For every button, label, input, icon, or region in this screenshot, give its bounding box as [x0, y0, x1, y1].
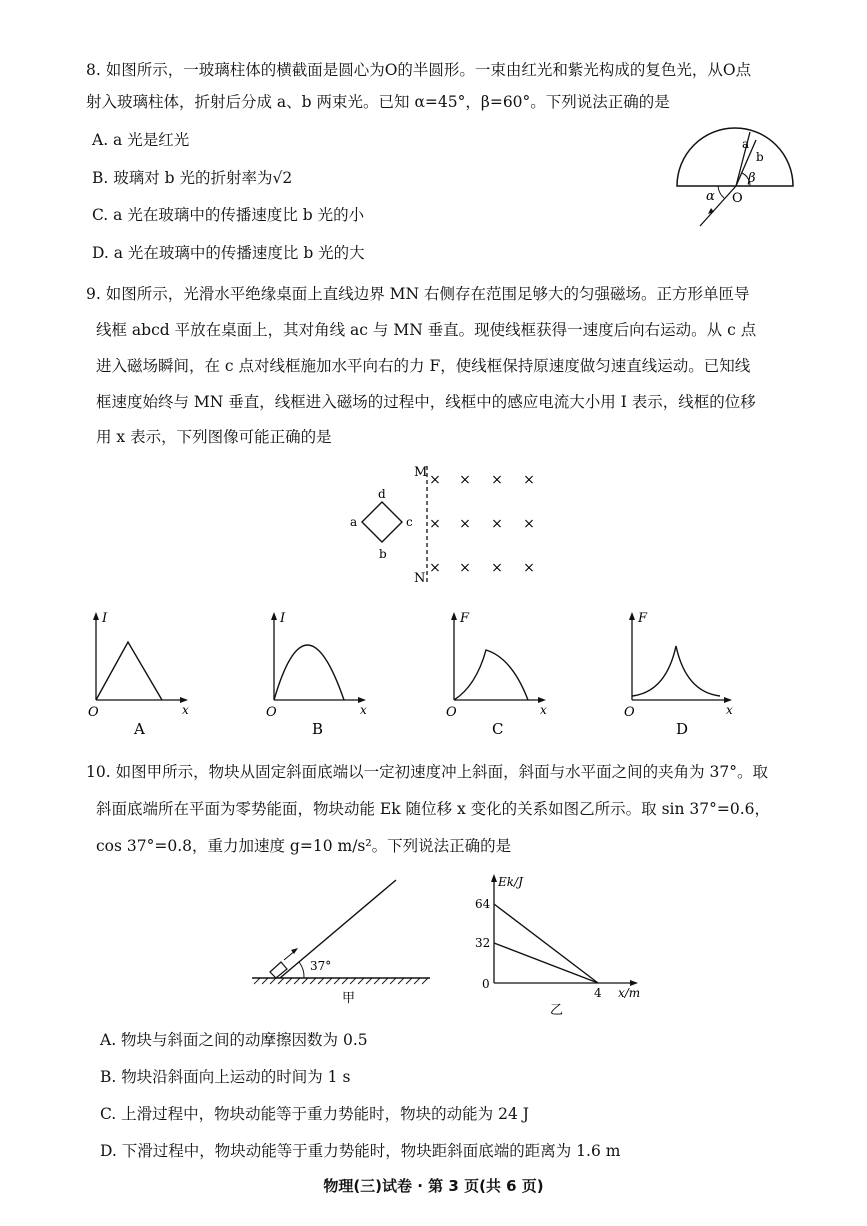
q9-stem-line1: 9. 如图所示，光滑水平绝缘桌面上直线边界 MN 右侧存在范围足够大的匀强磁场。正方形单匝导: [86, 285, 750, 303]
field-cross: ×: [459, 560, 471, 576]
q10-option-d: D. 下滑过程中，物块动能等于重力势能时，物块距斜面底端的距离为 1.6 m: [100, 1142, 621, 1160]
field-cross: ×: [491, 472, 503, 488]
q8-semicircle-figure: [670, 118, 800, 230]
q9-graph-a: [84, 610, 194, 740]
q10-x-tick-4: 4: [594, 986, 602, 1000]
q8-stem-line2: 射入玻璃柱体，折射后分成 a、b 两束光。已知 α=45°，β=60°。下列说法正确的是: [86, 93, 670, 111]
page-footer: 物理(三)试卷 · 第 3 页(共 6 页): [323, 1177, 544, 1195]
q9-label-d: d: [378, 487, 386, 501]
q10-y-tick-64: 64: [475, 897, 491, 911]
graph-x-label: x: [726, 703, 733, 717]
q8-option-b: B. 玻璃对 b 光的折射率为√2: [92, 169, 293, 187]
field-cross: ×: [491, 516, 503, 532]
q10-angle-label: 37°: [310, 959, 332, 973]
graph-x-label: x: [540, 703, 547, 717]
graph-y-label: F: [638, 611, 648, 626]
graph-origin: O: [266, 705, 277, 720]
q9-graph-c: [442, 610, 552, 740]
q10-stem-line3: cos 37°=0.8，重力加速度 g=10 m/s²。下列说法正确的是: [96, 837, 512, 855]
field-cross: ×: [523, 472, 535, 488]
q10-y-axis-label: Ek/J: [498, 875, 523, 889]
graph-option-label: D: [676, 720, 689, 738]
field-cross: ×: [459, 472, 471, 488]
graph-option-label: C: [492, 720, 504, 738]
graph-y-label: I: [280, 611, 286, 626]
graph-y-label: F: [460, 611, 470, 626]
q9-stem-line4: 框速度始终与 MN 垂直，线框进入磁场的过程中，线框中的感应电流大小用 I 表示，线框的位移: [96, 393, 756, 411]
graph-x-label: x: [360, 703, 367, 717]
q10-caption-yi: 乙: [550, 1003, 564, 1018]
field-cross: ×: [459, 516, 471, 532]
graph-origin: O: [88, 705, 99, 720]
q9-graph-d: [620, 610, 740, 740]
graph-origin: O: [624, 705, 635, 720]
q10-y-tick-32: 32: [475, 936, 491, 950]
q10-incline-figure-jia: [250, 876, 440, 1016]
q9-stem-line5: 用 x 表示，下列图像可能正确的是: [96, 428, 332, 446]
q8-label-alpha: α: [706, 189, 715, 204]
field-cross: ×: [523, 560, 535, 576]
field-cross: ×: [429, 560, 441, 576]
q10-energy-graph-yi: [472, 868, 652, 1018]
q8-label-a: a: [742, 137, 750, 151]
q9-label-n: N: [414, 571, 426, 586]
q9-stem-line3: 进入磁场瞬间，在 c 点对线框施加水平向右的力 F，使线框保持原速度做匀速直线运动。已知线: [96, 357, 751, 375]
q8-label-beta: β: [748, 171, 756, 186]
q9-stem-line2: 线框 abcd 平放在桌面上，其对角线 ac 与 MN 垂直。现使线框获得一速度后向右运动。从 c 点: [96, 321, 757, 339]
field-cross: ×: [429, 472, 441, 488]
q9-magnetic-field-figure: [340, 460, 550, 588]
graph-x-label: x: [182, 703, 189, 717]
q10-stem-line2: 斜面底端所在平面为零势能面，物块动能 Ek 随位移 x 变化的关系如图乙所示。取 sin 37°=0.6，: [96, 800, 771, 818]
q8-option-a: A. a 光是红光: [92, 131, 190, 149]
q8-label-b: b: [756, 150, 764, 164]
field-cross: ×: [429, 516, 441, 532]
field-cross: ×: [523, 516, 535, 532]
q10-x-axis-label: x/m: [618, 986, 641, 1000]
graph-option-label: A: [134, 720, 145, 738]
q9-label-b: b: [379, 547, 387, 561]
q10-caption-jia: 甲: [342, 991, 356, 1006]
graph-origin: O: [446, 705, 457, 720]
q9-label-c: c: [406, 515, 413, 529]
q8-label-o: O: [732, 191, 743, 206]
q10-option-b: B. 物块沿斜面向上运动的时间为 1 s: [100, 1068, 351, 1086]
q10-option-a: A. 物块与斜面之间的动摩擦因数为 0.5: [100, 1031, 368, 1049]
q10-stem-line1: 10. 如图甲所示，物块从固定斜面底端以一定初速度冲上斜面，斜面与水平面之间的夹角为 37°。取: [86, 763, 768, 781]
q8-option-d: D. a 光在玻璃中的传播速度比 b 光的大: [92, 244, 365, 262]
graph-y-label: I: [102, 611, 108, 626]
q10-origin: 0: [482, 977, 490, 991]
field-cross: ×: [491, 560, 503, 576]
graph-option-label: B: [312, 720, 324, 738]
q8-option-c: C. a 光在玻璃中的传播速度比 b 光的小: [92, 206, 365, 224]
q8-stem-line1: 8. 如图所示，一玻璃柱体的横截面是圆心为O的半圆形。一束由红光和紫光构成的复色光，从O点: [86, 61, 752, 79]
q9-graph-b: [262, 610, 372, 740]
q10-option-c: C. 上滑过程中，物块动能等于重力势能时，物块的动能为 24 J: [100, 1105, 529, 1123]
q9-label-a: a: [350, 515, 358, 529]
q9-label-m: M: [414, 465, 428, 480]
